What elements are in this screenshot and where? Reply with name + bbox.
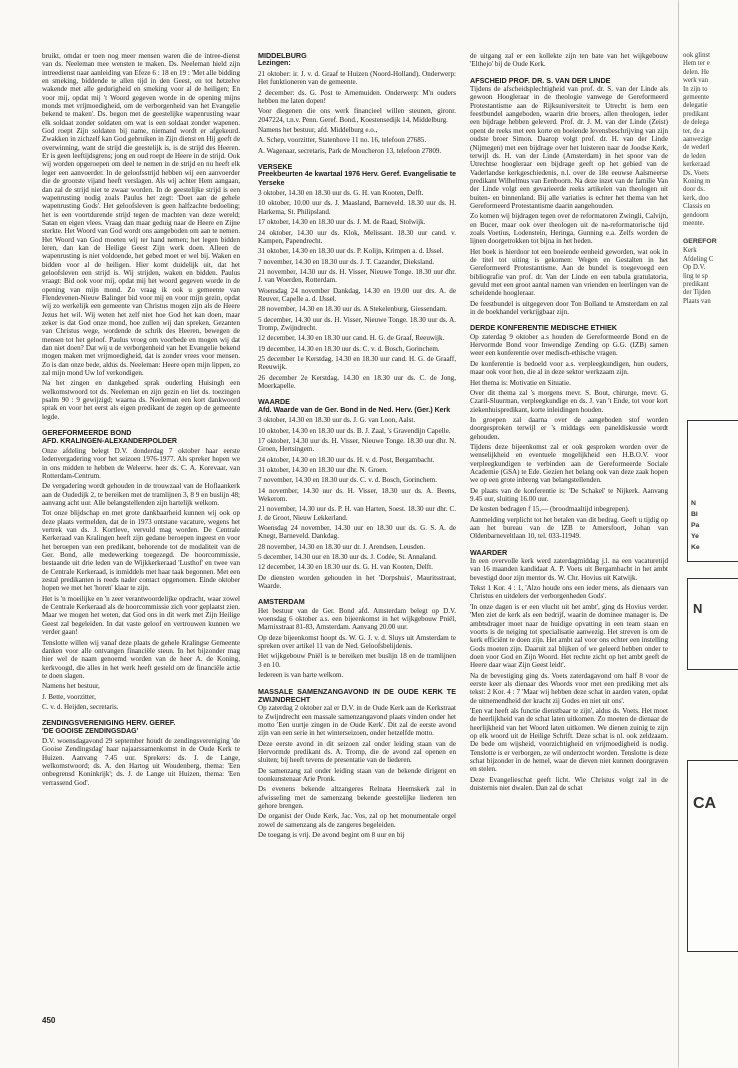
paragraph: 21 november, 14.30 uur ds. P. H. van Harten, Soest. 18.30 uur dhr. C. J. de Groot, Nieuw Lekkerland. (258, 505, 456, 522)
paragraph: De toegang is vrij. De avond begint om 8 uur en bij (258, 831, 405, 840)
next-page-snippet: de leden (683, 152, 706, 160)
next-page-ad-box (687, 578, 738, 670)
paragraph: A. Schep, voorzitter, Statenhove 11 no. 16, telefoon 27685. (258, 136, 427, 145)
paragraph: De vergadering wordt gehouden in de trouwzaal van de Hoflaankerk aan de Oudedijk 2, te bereiken met de tramlijnen 3, 8 9 en buslijn 48; aanvang acht uur. Alle belangstellenden zijn hartelijk welkom. (42, 482, 240, 507)
paragraph: 'In onze dagen is er een vlucht uit het ambt', ging ds Hovius verder. 'Men ziet de kerk als een bedrijf, waarin de dominee manager is. De ambtsdrager moet naar de huidige opvatting in een team staan en voorts is de neiging tot specialisatie aanwezig. Het streven is om de kerk efficiënt te doen zijn. Het ambt zal voor ons echter een instelling Gods moeten zijn. Daaruit zal blijken of we geleerd hebben onder te doen voor God en Zijn Woord. Het rechte zicht op het ambt geeft de Heere daar waar Zijn Geest leidt'. (470, 602, 668, 670)
section-subheading: AFD. KRALINGEN-ALEXANDERPOLDER (42, 437, 177, 445)
page-number: 450 (42, 1016, 56, 1025)
paragraph: 31 oktober, 14.30 en 18.30 uur ds. P. Kolijn, Krimpen a. d. IJssel. (258, 247, 444, 256)
paragraph: Na het zingen en dankgebed sprak ouderling Huisingh een welkomstwoord tot ds. Neeleman en zijn gezin en liet ds. toezingen psalm 90 : 9 gewijzigd; waarna ds. Neeleman een kort dankwoord sprak en voor het eerst als eigen predikant de zegen op de gemeente legde. (42, 379, 240, 421)
section-heading: DERDE KONFERENTIE MEDISCHE ETHIEK (470, 323, 617, 333)
paragraph: 19 december, 14.30 en 18.30 uur ds. C. v. d. Bosch, Gorinchem. (258, 344, 440, 353)
section-heading: MIDDELBURG (258, 51, 307, 60)
next-page-snippet: ter, de a (683, 127, 705, 135)
paragraph: 2 december: ds. G. Post te Arnemuiden. Onderwerp: M'n ouders hebben me laten dopen! (258, 88, 456, 105)
section-heading: WAARDE (258, 397, 290, 407)
paragraph: In groepen zal daarna over de aangeboden stof worden doorgesproken terwijl er 's middags een paneldiskussie wordt gehouden. (470, 415, 668, 441)
next-page-snippet: Op D.V. (683, 264, 706, 272)
section-heading: ZENDINGSVERENIGING HERV. GEREF. (42, 718, 176, 728)
paragraph: 31 oktober, 14.30 en 18.30 uur dhr. N. Groen. (258, 465, 388, 474)
next-page-snippet: door ds. (683, 186, 705, 194)
column-3 (470, 52, 668, 794)
paragraph: Deze Evangelieschat geeft licht. Wie Christus volgt zal in de duisternis niet dwalen. Dan zal de schat (470, 775, 668, 793)
paragraph: De plaats van de konferentie is: 'De Schakel' te Nijkerk. Aanvang 9.45 uur, sluiting 16.00 uur. (470, 486, 668, 503)
paragraph: 25 december 1e Kerstdag, 14.30 en 18.30 uur cand. H. G. de Graaff, Reeuwijk. (258, 354, 456, 372)
next-page-snippet: kerk, doo (683, 194, 709, 202)
paragraph: Ds evenens bekende altzangeres Relnata Heemskerk zal in afwisseling met de samenzang bekende geestelijke liederen ten gehore brengen. (258, 785, 456, 811)
next-page-snippet: Ds. Voets (683, 169, 709, 177)
next-page-snippet: de delega (683, 119, 709, 127)
ad-letter: Ke (691, 544, 700, 551)
paragraph: Deze eerste avond in dit seizoen zal onder leiding staan van de Hervormde predikant ds. A. Tromp, die de avond zal openen en sluiten; bij heeft tevens de presentatie van de liederen. (258, 739, 456, 765)
next-page-snippet: Plaats van (683, 297, 711, 305)
section-heading: GEREFORMEERDE BOND (42, 428, 132, 438)
next-page-snippet: werk van (683, 77, 709, 85)
section-heading: AMSTERDAM (258, 597, 305, 607)
section-heading: VERSEKE (258, 161, 293, 171)
paragraph: In een overvolle kerk werd zaterdagmiddag j.l. na een vacaturetijd van 16 maanden kandidaat A. P. Voets uit Bergambacht in het ambt bevestigd door zijn mentor ds. W. Chr. Hovius uit Katwijk. (470, 557, 668, 582)
paragraph: Op zaterdag 9 oktober a.s houden de Gereformeerde Bond en de Hervormde Bond voor Inwendige Zending op G.G. (IZB) samen weer een konferentie over medisch-ethische vragen. (470, 332, 668, 358)
paragraph: 'Een vat heeft als functie dienstbaar te zijn', aldus ds. Voets. Het moet de heerlijkheid van de schat laten uitkomen. Zo moeten de dienaar de heerlijkheid van het Woord laten uitkomen. We dienen zuinig te zijn op elk woord uit de Heilige Schrift. Deze schat is nl. ook zeldzaam. De bede om wijsheid, voorzichtigheid en vrijmoedigheid is nodig. Tenslotte is er verborgen, ze wil onderzocht worden. Tenslotte is deze schat bijzonder in de hemel, waar de dieven niet kunnen doorgraven en stelen. (470, 706, 668, 774)
paragraph: 28 november, 14.30 en 18.30 uur dr. J. Arendsen, Leusden. (258, 542, 426, 551)
paragraph: bruikt, omdat er toen nog meer mensen waren die de intree-dienst van ds. Neeleman mee wensten te maken. Ds. Neeleman hield zijn intreedienst naar aanleiding van Efeze 6 : 18 en 19 : 'Met alle bidding en smeking, biddende te allen tijd in den Geest, en tot hetzelve wakende met alle gedurigheid en smeking voor al de heiligen; En voor mij, opdat mij 't Woord gegeven worde in de opening mijns monds met vrijmoedigheid, om de verborgenheid van het Evangelie bekend te maken'. Ds. begon met de geestelijke wapenrusting waar elk soldaat zonder soldaten om wat is een soldaat zonder wapenen. God roept Zijn soldaten bij name, niemand wordt er afgekeurd. Zwakken in zichzelf kan God gebruiken in Zijn dienst en Hij geeft de overwinning, want de strijd die geestelijk is, is de strijd des Heeren. Er is geen leeftijdsgrens; jong en oud roept de Heere in de strijd. Ook wij worden opgeroepen om deel te nemen in de strijd en nu heeft elk leger een aanvoerder. In de geloofsstrijd hebben wij een aanvoerder die de grootste vijand heeft verslagen. Als wij achter Hem aangaan, dan zal de strijd niet te zwaar worden. In de geestelijke strijd is een wapenrusting nodig zoals Paulus het zegt: 'Doet aan de gehele wapenrusting Gods'. Het geloofsleven is geen halfzachte bedoeling; het is een voortdurende strijd tegen de machten van deze wereld; Satan en eigen vlees. Vraag dan maar geduig naar de Heere en Zijne sterkte. Het Woord van God wordt ons aangeboden om aan te nemen. Het Woord van God moeten wij ter hand nemen; het legen bidden leren, dan kan de Heilige Geest Zijn werk doen. Alleen de wapenrusting is niet voldoende, het gebed moet er wel bij. Waken en bidden voor al de heiligen. Hier komt duidelijk uit, dat het geloofsleven een strijd is. Wij strijden, waken en bidden. Paulus vraagt: Bid ook voor mij, opdat mij het woord gegeven worde in de opening van mijn mond. Zo vraag ik ook u gemeente van Flendevenen-Nieuw Balinger bid voor mij en voor mijn gezin, opdat wij zo werkelijk een gemeente van Christus mogen zijn als de Heere Jezus het wil. Wij weten het zelf niet hoe God het kan doen, maar zeker is dat God onze mond, hoe zullen wij dan spreken. Gezanten van Christus wege, wordende de schrik des Heeren, bewegen de mensen tot het geloof. Paulus vroeg om voorbede en mogen wij dat dan niet doen? Dat wij u de verborgenheid van het Evangelie bekend mogen maken met vrijmoedigheid, dat is zonder vrees voor mensen. Zo is dan onze bede, aldus ds. Neeleman: Heere open mijn lippen, zo zal mijn mond Uw lof verkondigen. (42, 52, 240, 378)
paragraph: 26 december 2e Kerstdag, 14.30 en 18.30 uur ds. C. de Jong, Moerkapelle. (258, 373, 456, 390)
paragraph: 17 oktober, 14.30 uur ds. H. Visser, Nieuwe Tonge. 18.30 uur dhr. N. Groen, Hertsingem. (258, 436, 456, 454)
section-heading: MASSALE SAMENZANGAVOND IN DE OUDE KERK TE ZWIJNDRECHT (258, 686, 456, 704)
paragraph: Onze afdeling belegt D.V. donderdag 7 oktober haar eerste ledenvergadering voor het seizoen 1976-1977. Als spreker hopen we in ons midden te hebben de Weleerw. heer ds. C. A. Korevaar, van Rotterdam-Centrum. (42, 446, 240, 480)
paragraph: J. Bette, voorzitter, (42, 692, 96, 701)
paragraph: Het is 'n moeilijke en 'n zeer verantwoordelijke opdracht, waar zowel de Centrale Kerkeraad als de hoorcommissie zich voor geplaatst zien. Maar we mogen het weten, dat God ons in dit werk met Zijn Heilige Geest zal begeleiden. In dat vaste geloof en vertrouwen kunnen we verder gaan! (42, 594, 240, 637)
paragraph: De organist der Oude Kerk, Jac. Vos, zal op het monumentale orgel zowel de samenzang als de zangeres begeleiden. (258, 812, 456, 829)
paragraph: 5 december, 14.30 uur en 18.30 uur ds. J. Codée, St. Annaland. (258, 552, 437, 561)
paragraph: 5 december, 14.30 uur ds. H. Visser, Nieuwe Tonge. 18.30 uur ds. A. Tromp, Zwijndrecht. (258, 315, 456, 332)
next-page-edge (679, 0, 738, 1068)
paragraph: De feestbundel is uitgegeven door Ton Bolland te Amsterdam en zal in de boekhandel verkrijgbaar zijn. (470, 299, 668, 317)
paragraph: 12 december, 14.30 en 18.30 uur ds. G. H. van Kooten, Delft. (258, 563, 433, 572)
next-page-snippet: predikant (683, 281, 709, 288)
ad-letter-large: CA (693, 795, 717, 812)
section-subheading: Preekbeurten 4e kwartaal 1976 Herv. Geref. Evangelisatie te Yerseke (258, 171, 456, 187)
ad-letter: N (691, 500, 696, 507)
paragraph: 10 oktober, 10.00 uur ds. J. Maasland, Barneveld. 18.30 uur ds. H. Harkema, St. Philipsland. (258, 199, 456, 216)
ad-letter: Bl (691, 511, 698, 518)
paragraph: De samenzang zal onder leiding staan van de bekende dirigent en toonkunstenaar Arie Pronk. (258, 766, 456, 784)
paragraph: Op zaterdag 2 oktober zal er D.V. in de Oude Kerk aan de Kerkstraat te Zwijndrecht een massale samenzangavond plaats vinden onder het motto 'Een uurtje zingen in de Oude Kerk'. Dit zal de eerste avond zijn van een serie in het winterseizoen, onder hetzelfde motto. (258, 704, 456, 738)
paragraph: 10 oktober, 14.30 en 18.30 uur ds. B. J. Zaal, 's Gravendijn Capelle. (258, 426, 451, 435)
next-page-snippet: der Tijden (683, 289, 711, 297)
paragraph: 24 oktober, 14.30 en 18.30 uur ds. H. v. d. Post, Bergambacht. (258, 455, 435, 464)
section-subheading: Lezingen: (258, 60, 291, 68)
paragraph: 28 november, 14.30 en 18.30 uur ds. A Stekelenburg, Giessendam. (258, 305, 447, 314)
ad-letter: Pa (691, 522, 700, 529)
ad-letter-large: N (693, 601, 703, 616)
column-1 (42, 52, 240, 789)
next-page-snippet: delegatie (683, 102, 708, 110)
paragraph: Tot onze blijdschap en met grote dankbaarheid kunnen wij ook op deze plaats vermelden, dat de in 1973 ontstane vacature, wegens het vertrek van ds. J. Kortleve, vervuld mag worden. De Centrale Kerkeraad van Kralingen heeft zijn gedane beroepen ingeest en voor het beroepen van een predikant, behorende tot de modaliteit van de Ger. Bond, alle medewerking toegezegd. De hoorcommissie, bestaande uit drie leden van de Wijkkerkeraad 'Lusthof' en twee van de Centrale Kerkeraad, is inmiddels met haar taak begonnen. Met een zestal predikanten is reeds nader contact opgenomen. Einde oktober hopen we met het 'horen' klaar te zijn. (42, 509, 240, 593)
paragraph: Woensdag 24 november, 14.30 uur en 18.30 uur ds. G. S. A. de Knegt, Barneveld. Dankdag. (258, 523, 456, 541)
paragraph: 12 december, 14.30 en 18.30 uur cand. H. G. de Graaf, Reeuwijk. (258, 334, 445, 343)
next-page-snippet: In zijn to (683, 85, 708, 93)
paragraph: Zo komen wij bijdragen tegen over de reformatoren Zwingli, Calvijn, en Bucer, maar ook over theologen uit de na-reformatorische tijd zoals Voetius, Lodenstein, Heringa, Gunning e.a. Zelfs worden de lijnen doorgetrokken tot bijna in het heden. (470, 212, 668, 246)
next-page-snippet: ling te sp (683, 272, 708, 280)
next-page-snippet: aanwezige (683, 136, 712, 143)
next-page-snippet: de wederl (683, 144, 710, 152)
next-page-snippet: predikant (683, 110, 709, 118)
paragraph: 24 oktober, 14.30 uur ds. Klok, Melissant. 18.30 uur cand. v. Kampen, Papendrecht. (258, 228, 456, 245)
section-heading: WAARDER (470, 547, 508, 557)
paragraph: 3 oktober, 14.30 en 18.30 uur ds. G. H. van Kooten, Delft. (258, 189, 424, 198)
paragraph: D.V. woensdagavond 29 september houdt de zendingsvereniging 'de Gooise Zendingsdag' haar najaarssamenkomst in de Oude Kerk te Huizen. Aanvang 7.45 uur. Sprekers: ds. J. de Lange, welkomstwoord; ds. A. den Hartog uit Woudenberg, thema: 'Een onbegrensd Koninkrijk'; ds. J. de Lange uit Huizen, thema: 'Een verrassend God'. (42, 737, 240, 787)
paragraph: Namens het bestuur, (42, 682, 100, 691)
paragraph: Het wijkgebouw Pniël is te bereiken met buslijn 18 en de tramlijnen 3 en 10. (258, 652, 456, 669)
paragraph: Namens het bestuur, afd. Middelburg e.o., (258, 125, 378, 134)
next-page-snippet: ook glinst (683, 52, 711, 59)
next-page-snippet: meente. (683, 220, 705, 227)
paragraph: 21 oktober: ir. J. v. d. Graaf te Huizen (Noord-Holland). Onderwerp: Het funktioneren van de gemeente. (258, 69, 456, 87)
paragraph: Tijdens de afscheidsplechtigheid van prof. dr. S. van der Linde als gewoon Hoogleraar in de theologie vanwege de Gereformeerd Protestantisme aan de Rijksuniversiteit te Utrecht is hem een feestbundel aangeboden, waarin drie broers, allen theologen, ieder een bijdrage hebben geleverd. Prof. dr. J. M. van der Linde (Zeist) opent de reeks met een korte en boeiende levensbeschrijving van zijn oudste broer Simon. Daarop volgt prof. dr. H. van der Linde (Nijmegen) met een bijdrage over het luisteren naar de Joodse Kerk, terwijl ds. H. van der Linde (Amsterdam) in het spoor van de Utrechtse hoogleraar een bijdrage geeft op het gebied van de Vaderlandse kerkgeschiedenis, n.l. over de 18e eeuwse Aalsmeerse predikant Wilhelmus van Eenboorn. Na deze inzet van de familie Van der Linde volgt een gevarieerde reeks artikelen van theologen uit buiten- en binnenland. Bij alle variaties is echter het thema van het Gereformeerd Protestantisme daarin aangehouden. (470, 85, 668, 210)
paragraph: Tenslotte willen wij vanaf deze plaats de gehele Kralingse Gemeente danken voor alle ontvangen financiële steun. In het bijzonder mag hier wel de naam genoemd worden van de heer A. de Koning, kerkvoogd, die alles in het werk heeft gesteld om de financiële actie te doen slagen. (42, 638, 240, 680)
paragraph: Voor diegenen die ons werk financieel willen steunen, gironr. 2047224, t.n.v. Penn. Geref. Bond., Koestensedijk 14, Middelburg. (258, 107, 456, 124)
next-page-snippet: Kerk (683, 247, 697, 255)
next-page-snippet: kerkeraad (683, 161, 710, 169)
paragraph: Tijdens deze bijeenkomst zal er ook gesproken worden over de wenselijkheid en eventuele mogelijkheid een H.B.O.V. voor verpleegkundigen te verbinden aan de Gereformeerde Sociale Academie (GSA) te Ede. Gezien het belang ook van deze zaak hopen we op een grote inbreng van belangstellenden. (470, 442, 668, 485)
paragraph: Iedereen is van harte welkom. (258, 671, 344, 680)
paragraph: 7 november, 14.30 en 18.30 uur ds. J. T. Cazander, Dieksland. (258, 257, 435, 266)
next-page-snippet: Hem ter e (683, 60, 710, 68)
section-heading: AFSCHEID PROF. DR. S. VAN DER LINDE (470, 75, 611, 85)
next-page-snippet: Koning m (683, 178, 711, 185)
paragraph: Het boek is hierdoor tot een boeiende eenheid geworden, wat ook in de titel tot uiting is gekomen: Wegen en Gestalten in het Gereformeerd Protestantisme. Aan de bundel is toegevoegd een bibliografie van prof. dr. Van der Linde en een tabula gratulatoria, gevuld met een groot aantal namen van vrienden en leerlingen van de scheidende hoogleraar. (470, 247, 668, 298)
paragraph: de uitgang zal er een kollekte zijn ten bate van het wijkgebouw 'Elthejo' bij de Oude Kerk. (470, 52, 668, 69)
next-page-snippet: Classis en (683, 203, 711, 211)
paragraph: Tekst 1 Kor. 4 : 1, 'Alzo houde ons een ieder mens, als dienaars van Christus en uitdelers der verborgenheden Gods'. (470, 584, 668, 601)
paragraph: C. v. d. Heijden, secretaris. (42, 702, 119, 711)
paragraph: Over dit thema zal 's morgens mevr. S. Bout, chirurge, mevr. G. Czaril-Sluurman, verpleegkundige en ds. J. van 't Ende, tot voor kort ziekenhuispredikant, korte inleidingen houden. (470, 388, 668, 414)
paragraph: 21 november, 14.30 uur ds. H. Visser, Nieuwe Tonge. 18.30 uur dhr. J. van Woerden, Rotterdam. (258, 267, 456, 285)
paragraph: Op deze bijeenkomst hoopt ds. W. G. J. v. d. Sluys uit Amsterdam te spreken over artikel 11 van de Ned. Geloofsbelijdenis. (258, 633, 456, 651)
paragraph: Na de bevestiging ging ds. Voets zaterdagavond om half 8 voor de eerste keer als dienaar des Woords voor met een prediking met als tekst: 2 Kor. 4 : 7 'Maar wij hebben deze schat in aarden vaten, opdat de uitnemendheid der kracht zij Godes en niet uit ons'. (470, 671, 668, 705)
paragraph: A. Wagenaar, secretaris, Park de Moucheron 13, telefoon 27809. (258, 146, 442, 155)
paragraph: 7 november, 14.30 en 18.30 uur ds. C. v. d. Bosch, Gorinchem. (258, 476, 437, 485)
next-page-snippet: Afdeling C (683, 255, 714, 263)
column-2 (258, 52, 456, 841)
next-page-heading: GEREFOR (683, 238, 717, 246)
section-subheading: Afd. Waarde van de Ger. Bond in de Ned. Herv. (Ger.) Kerk (258, 406, 451, 414)
next-page-snippet: gemeente (683, 94, 710, 101)
paragraph: De konferentie is bedoeld voor a.s. verpleegkundigen, hun ouders, maar ook voor hen, die al in deze sektor werkzaam zijn. (470, 359, 668, 377)
next-page-snippet: delen. He (683, 68, 710, 76)
paragraph: 3 oktober, 14.30 en 18.30 uur ds. J. G. van Loon, Aalst. (258, 416, 416, 425)
paragraph: 17 oktober, 14.30 en 18.30 uur ds. J. M. de Raad, Stolwijk. (258, 218, 426, 227)
next-page-ad-box (687, 760, 738, 952)
paragraph: Aanmelding verplicht tot het betalen van dit bedrag. Geeft u tijdig op aan het bureau van de IZB te Amersfoort, Johan van Oldenbarneveltlaan 10, tel. 033-11949. (470, 515, 668, 541)
paragraph: Het bestuur van de Ger. Bond afd. Amsterdam belegt op D.V. woensdag 6 oktober a.s. een bijeenkomst in het wijkgebouw Pniël, Marnixstraat 81-83, Amsterdam. Aanvang 20.00 uur. (258, 606, 456, 632)
paragraph: De diensten worden gehouden in het 'Dorpshuis', Mauritsstraat, Waarde. (258, 573, 456, 590)
paragraph: Woensdag 24 november Dankdag, 14.30 en 19.00 uur drs. A. de Reuver, Capelle a. d. IJssel. (258, 286, 456, 303)
paragraph: Het thema is: Motivatie en Situatie. (470, 378, 571, 387)
paragraph: 14 november, 14.30 uur ds. H. Visser, 18.30 uur ds. A. Beens, Wekerom. (258, 486, 456, 503)
section-subheading: 'DE GOOISE ZENDINGSDAG' (42, 727, 139, 735)
ad-letter: Ye (691, 533, 699, 540)
paragraph: De kosten bedragen f 15,— (broodmaaltijd inbegrepen). (470, 505, 630, 514)
next-page-snippet: gendoorn (683, 211, 709, 219)
